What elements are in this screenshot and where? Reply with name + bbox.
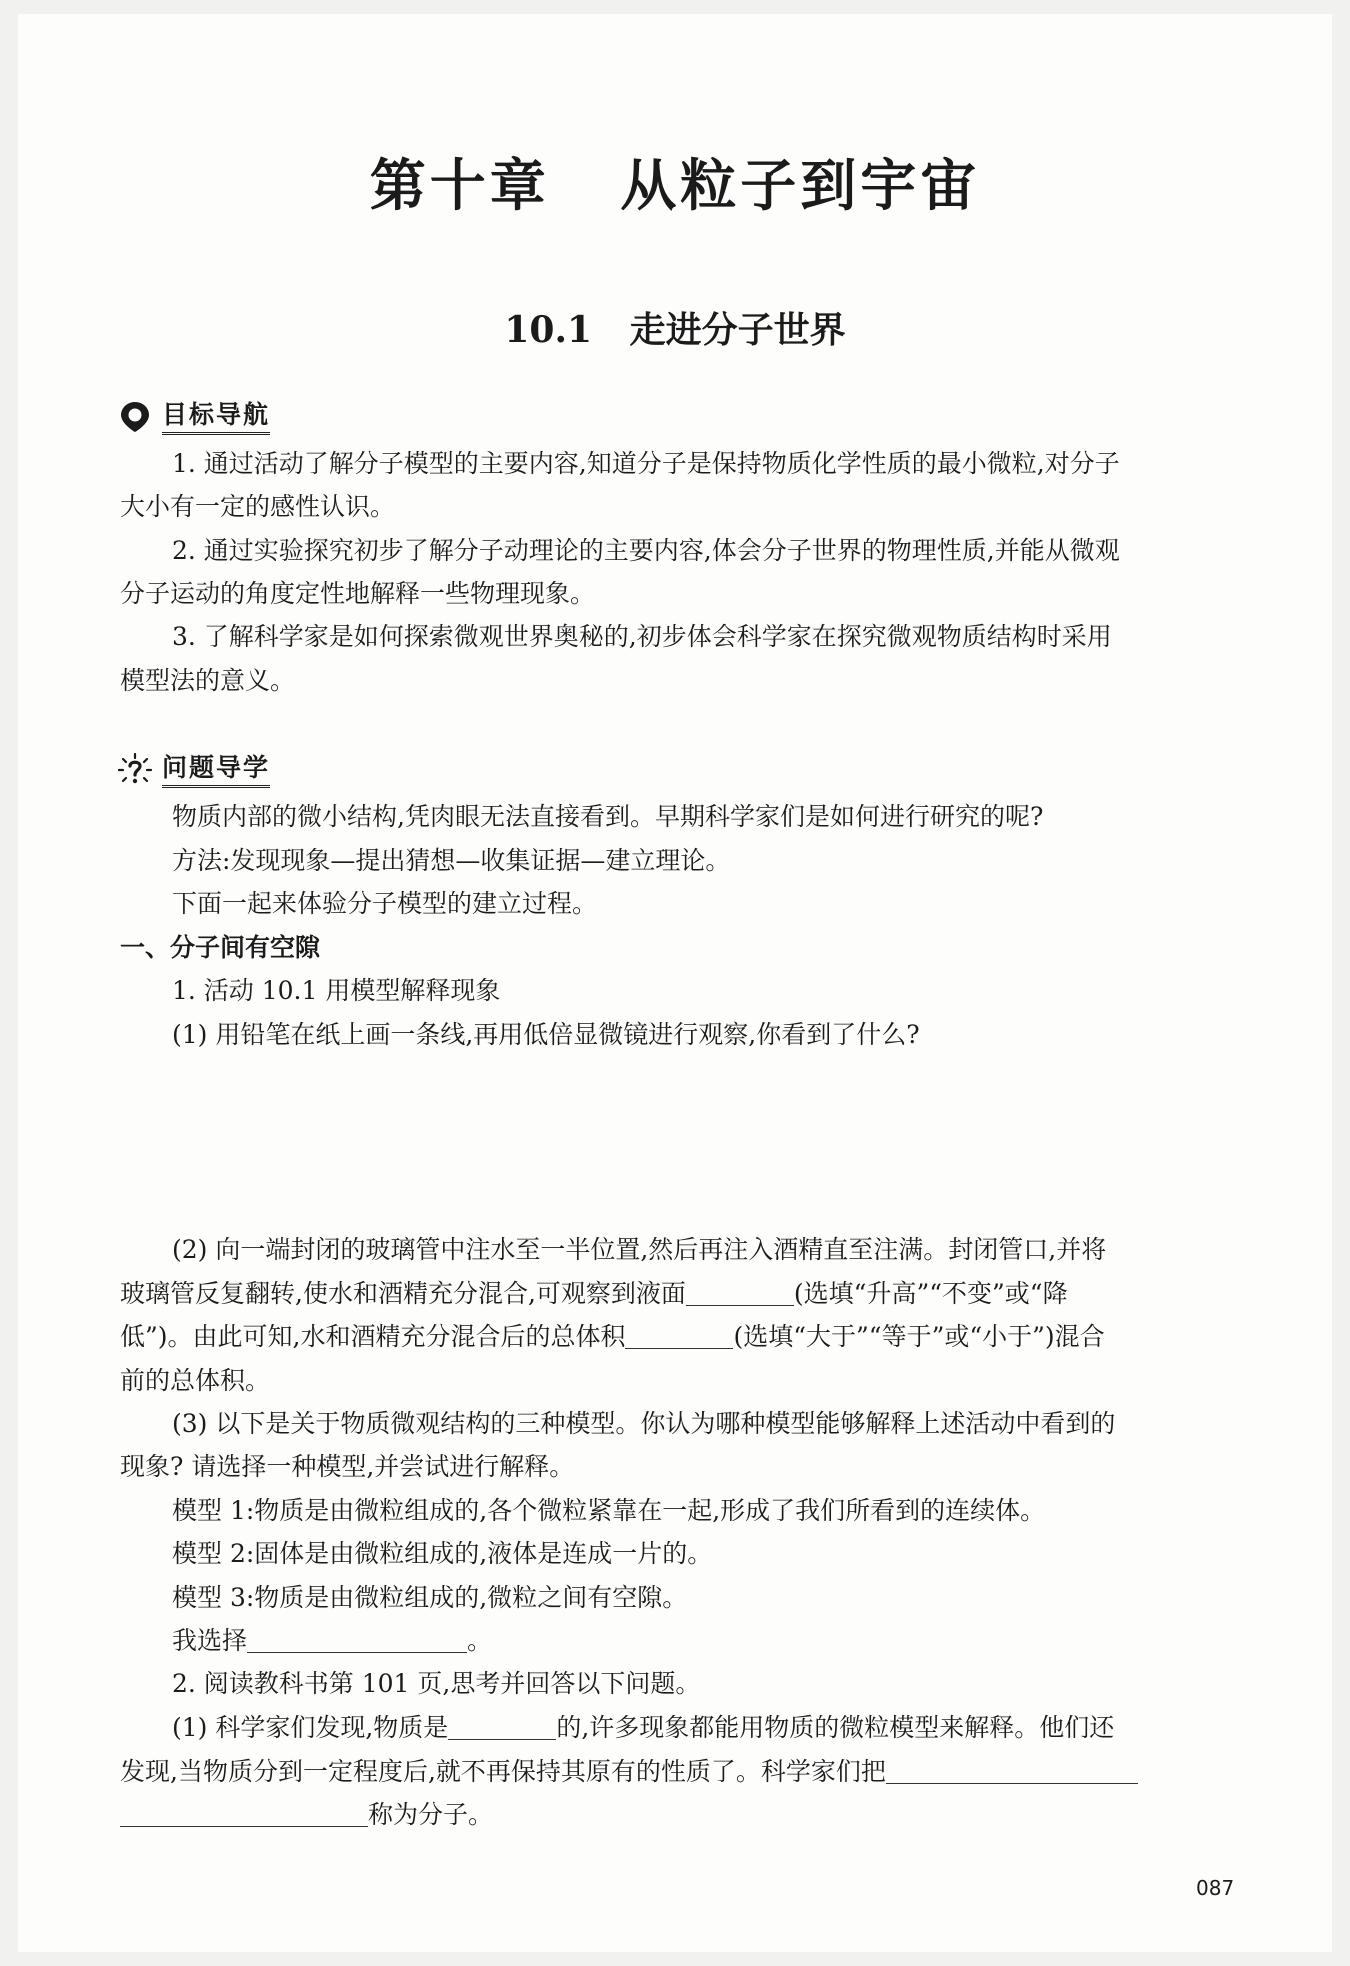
model-1: 模型 1:物质是由微粒组成的,各个微粒紧靠在一起,形成了我们所看到的连续体。	[172, 1496, 1046, 1525]
model-choice-blank[interactable]	[247, 1626, 467, 1653]
molecule-definition-blank-1[interactable]	[886, 1757, 1138, 1784]
intro-line-3: 下面一起来体验分子模型的建立过程。	[172, 889, 598, 918]
reading-q1-text-a: (1) 科学家们发现,物质是	[172, 1713, 449, 1742]
question-2-line-1: (2) 向一端封闭的玻璃管中注水至一半位置,然后再注入酒精直至注满。封闭管口,并将	[172, 1235, 1107, 1264]
goal-line-5: 3. 了解科学家是如何探索微观世界奥秘的,初步体会科学家在探究微观物质结构时采用	[172, 622, 1112, 651]
question-2-line-4: 前的总体积。	[120, 1366, 271, 1395]
goals-heading	[118, 395, 270, 439]
section-title: 10.1 走进分子世界	[504, 309, 846, 351]
model-2: 模型 2:固体是由微粒组成的,液体是连成一片的。	[172, 1539, 713, 1568]
reading-q1-text-d: 称为分子。	[368, 1800, 494, 1829]
intro-line-2: 方法:发现现象—提出猜想—收集证据—建立理论。	[172, 846, 731, 875]
activity-heading: 1. 活动 10.1 用模型解释现象	[172, 976, 501, 1005]
goal-line-2: 大小有一定的感性认识。	[120, 492, 396, 521]
chapter-title: 第十章 从粒子到宇宙	[369, 154, 981, 219]
question-2-line-2	[120, 1277, 1068, 1311]
total-volume-blank[interactable]	[625, 1322, 733, 1349]
reading-q1-line-2	[120, 1755, 1138, 1789]
question-2-line-3	[120, 1320, 1105, 1354]
model-choice-end: 。	[467, 1626, 493, 1655]
model-3: 模型 3:物质是由微粒组成的,微粒之间有空隙。	[172, 1583, 688, 1612]
molecule-definition-blank-2[interactable]	[120, 1800, 368, 1827]
question-2-text-d: (选填“大于”“等于”或“小于”)混合	[733, 1322, 1105, 1351]
reading-q1-text-c: 发现,当物质分到一定程度后,就不再保持其原有的性质了。科学家们把	[120, 1757, 886, 1786]
question-2-text-a: 玻璃管反复翻转,使水和酒精充分混合,可观察到液面	[120, 1279, 686, 1308]
liquid-level-blank[interactable]	[686, 1279, 794, 1306]
intro-line-1: 物质内部的微小结构,凭肉眼无法直接看到。早期科学家们是如何进行研究的呢?	[172, 802, 1044, 831]
goal-line-3: 2. 通过实验探究初步了解分子动理论的主要内容,体会分子世界的物理性质,并能从微观	[172, 536, 1120, 565]
questions-heading	[118, 748, 270, 792]
questions-heading-label: 问题导学	[162, 752, 270, 788]
reading-task: 2. 阅读教科书第 101 页,思考并回答以下问题。	[172, 1669, 701, 1698]
reading-q1-line-3	[120, 1798, 493, 1832]
question-2-text-b: (选填“升高”“不变”或“降	[793, 1279, 1068, 1308]
goal-line-6: 模型法的意义。	[120, 666, 296, 695]
question-2-text-c: 低”)。由此可知,水和酒精充分混合后的总体积	[120, 1322, 626, 1351]
reading-q1-line-1	[172, 1711, 1114, 1745]
question-3-line-2: 现象? 请选择一种模型,并尝试进行解释。	[120, 1452, 575, 1481]
question-3-line-1: (3) 以下是关于物质微观结构的三种模型。你认为哪种模型能够解释上述活动中看到的	[172, 1409, 1116, 1438]
page-number: 087	[1196, 1876, 1235, 1900]
part1-title: 一、分子间有空隙	[120, 933, 321, 962]
model-choice-line	[172, 1624, 492, 1658]
question-1: (1) 用铅笔在纸上画一条线,再用低倍显微镜进行观察,你看到了什么?	[172, 1020, 920, 1049]
goals-heading-label: 目标导航	[162, 399, 270, 435]
reading-q1-text-b: 的,许多现象都能用物质的微粒模型来解释。他们还	[556, 1713, 1115, 1742]
goal-line-1: 1. 通过活动了解分子模型的主要内容,知道分子是保持物质化学性质的最小微粒,对分子	[172, 449, 1120, 478]
question-bulb-icon	[118, 753, 152, 787]
goal-line-4: 分子运动的角度定性地解释一些物理现象。	[120, 579, 596, 608]
matter-composition-blank[interactable]	[448, 1713, 556, 1740]
model-choice-label: 我选择	[172, 1626, 248, 1655]
target-pin-icon	[118, 400, 152, 434]
